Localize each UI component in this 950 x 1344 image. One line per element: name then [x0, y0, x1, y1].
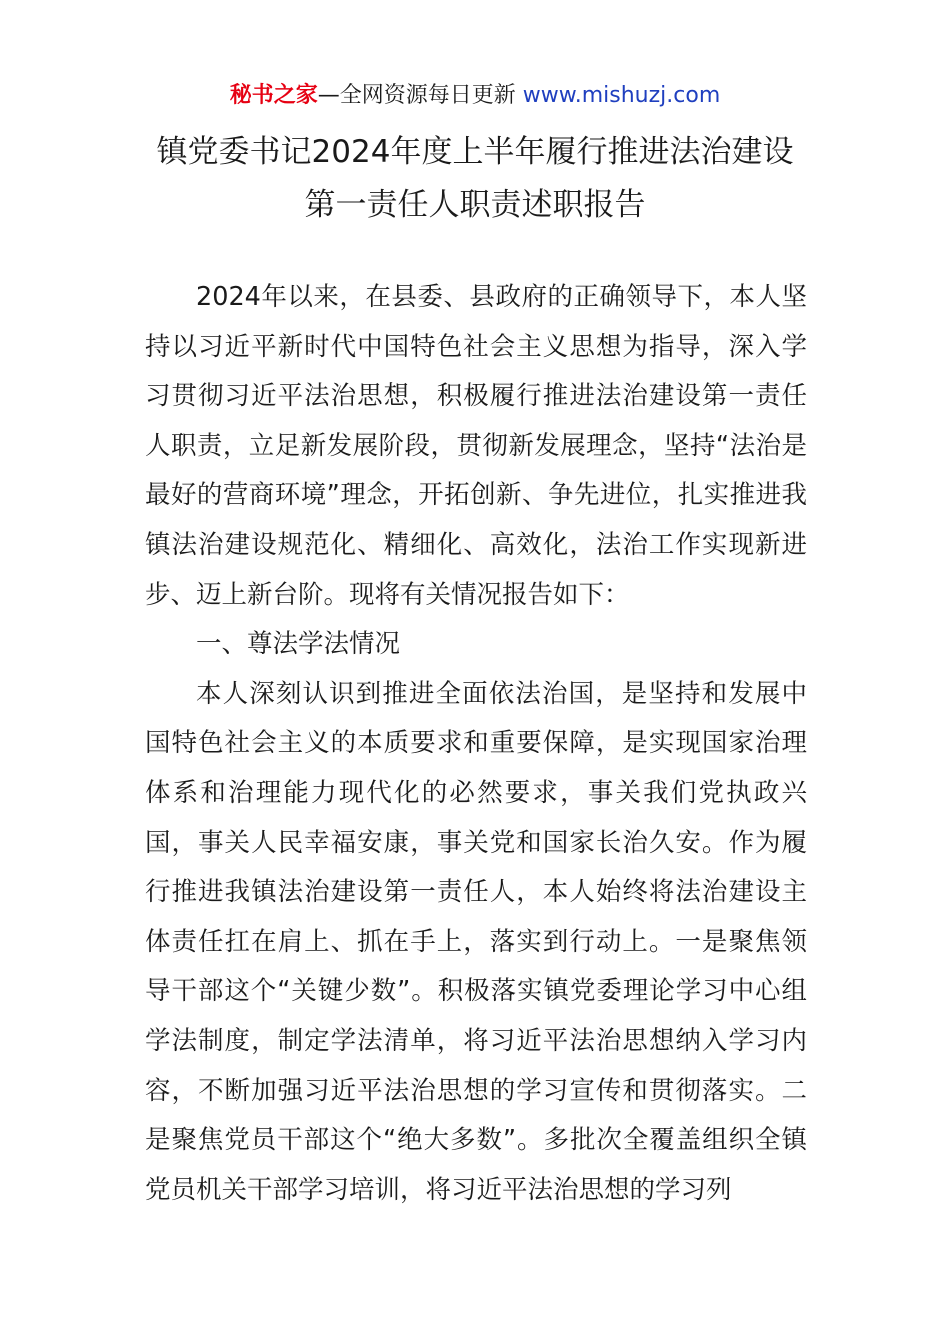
site-header [0, 80, 950, 112]
intro-paragraph: 2024年以来，在县委、县政府的正确领导下，本人坚持以习近平新时代中国特色社会主义思想为指导，深入学习贯彻习近平法治思想，积极履行推进法治建设第一责任人职责，立足新发展阶段，贯彻新发展理念，坚持“法治是最好的营商环境”理念，开拓创新、争先进位，扎实推进我镇法治建设规范化、精细化、高效化，法治工作实现新进步、迈上新台阶。现将有关情况报告如下： [145, 282, 807, 610]
document-title-line-2: 第一责任人职责述职报告 [304, 187, 646, 223]
section-heading-1: 一、尊法学法情况 [196, 629, 401, 660]
document-title [0, 126, 950, 232]
document-body [145, 273, 807, 1215]
site-tagline: —全网资源每日更新 [317, 83, 523, 108]
site-url-link[interactable]: www.mishuzj.com [522, 83, 721, 108]
document-title-line-1: 镇党委书记2024年度上半年履行推进法治建设 [156, 134, 794, 170]
section-1-paragraph: 本人深刻认识到推进全面依法治国，是坚持和发展中国特色社会主义的本质要求和重要保障，是实现国家治理体系和治理能力现代化的必然要求，事关我们党执政兴国，事关人民幸福安康，事关党和国家长治久安。作为履行推进我镇法治建设第一责任人，本人始终将法治建设主体责任扛在肩上、抓在手上，落实到行动上。一是聚焦领导干部这个“关键少数”。积极落实镇党委理论学习中心组学法制度，制定学法清单，将习近平法治思想纳入学习内容，不断加强习近平法治思想的学习宣传和贯彻落实。二是聚焦党员干部这个“绝大多数”。多批次全覆盖组织全镇党员机关干部学习培训，将习近平法治思想的学习列 [145, 678, 807, 1205]
site-name: 秘书之家 [229, 83, 318, 108]
